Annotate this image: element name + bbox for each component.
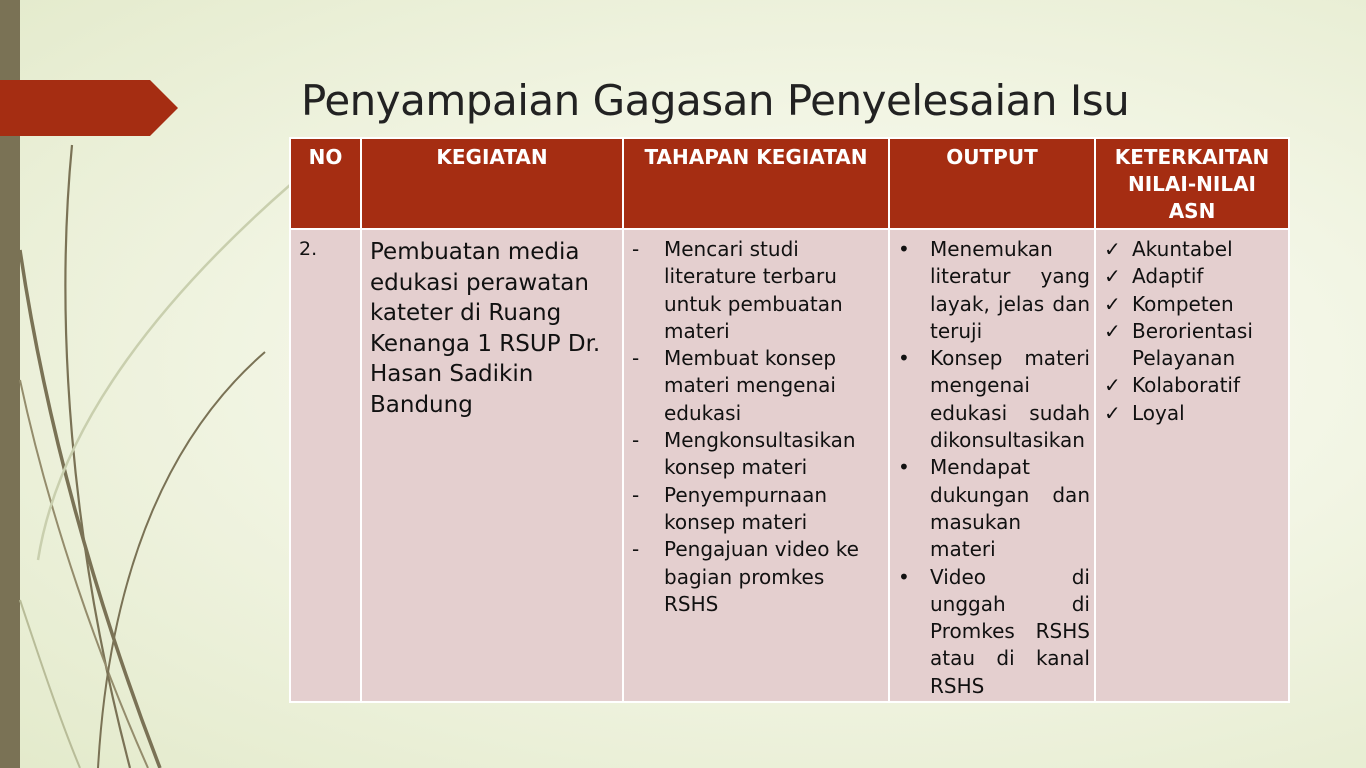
cell-no: 2.: [290, 229, 361, 702]
dash-marker: -: [632, 482, 640, 507]
output-text: Mendapat dukungan dan masukan materi: [930, 455, 1090, 562]
list-item: [1100, 236, 1284, 263]
bullet-marker: •: [898, 237, 910, 261]
step-text: Mencari studi literature terbaru untuk pembuatan materi: [664, 237, 843, 343]
slide-title: Penyampaian Gagasan Penyelesaian Isu: [301, 76, 1130, 125]
list-item: [894, 454, 1090, 563]
header-kegiatan: KEGIATAN: [361, 138, 623, 229]
value-text: Akuntabel: [1132, 237, 1233, 261]
dash-marker: -: [632, 237, 640, 261]
list-item: [628, 482, 884, 537]
dash-marker: -: [632, 346, 640, 371]
bullet-marker: •: [898, 564, 910, 589]
list-item: [1100, 263, 1284, 290]
list-item: [628, 345, 884, 427]
check-icon: ✓: [1104, 264, 1121, 289]
value-text: Berorientasi Pelayanan: [1132, 318, 1253, 371]
table-header-row: [290, 138, 1289, 229]
list-item: [894, 345, 1090, 454]
list-item: [1100, 291, 1284, 318]
check-icon: ✓: [1104, 318, 1121, 343]
step-text: Penyempurnaan konsep materi: [664, 482, 828, 534]
value-text: Kolaboratif: [1132, 373, 1241, 398]
title-arrow-shape: [0, 80, 180, 138]
list-item: [894, 564, 1090, 700]
issue-table: [289, 137, 1290, 703]
table-row: [290, 229, 1289, 702]
cell-keterkaitan-nilai: [1095, 229, 1289, 702]
step-text: Membuat konsep materi mengenai edukasi: [664, 346, 837, 425]
header-tahapan-kegiatan: TAHAPAN KEGIATAN: [623, 138, 889, 229]
step-text: Mengkonsultasikan konsep materi: [664, 428, 856, 480]
step-text: Pengajuan video ke bagian promkes RSHS: [664, 537, 859, 616]
list-item: [894, 236, 1090, 345]
value-text: Adaptif: [1132, 264, 1204, 289]
value-text: Loyal: [1132, 400, 1185, 425]
check-icon: ✓: [1104, 373, 1121, 398]
cell-tahapan-kegiatan: [623, 229, 889, 702]
list-item: [628, 236, 884, 345]
output-text: Konsep materi mengenai edukasi sudah dikonsultasikan: [930, 346, 1090, 453]
header-keterkaitan-nilai: KETERKAITAN NILAI-NILAI ASN: [1095, 138, 1289, 229]
header-no: NO: [290, 138, 361, 229]
cell-kegiatan: Pembuatan media edukasi perawatan kateter di Ruang Kenanga 1 RSUP Dr. Hasan Sadikin Bandung: [361, 229, 623, 702]
check-icon: ✓: [1104, 291, 1121, 316]
list-item: [628, 536, 884, 618]
check-icon: ✓: [1104, 237, 1121, 261]
check-icon: ✓: [1104, 400, 1121, 425]
output-text: Menemukan literatur yang layak, jelas dan teruji: [930, 237, 1090, 343]
list-item: [1100, 372, 1284, 399]
value-text: Kompeten: [1132, 291, 1234, 316]
cell-output: [889, 229, 1095, 702]
list-item: [1100, 318, 1284, 373]
dash-marker: -: [632, 537, 640, 562]
output-text: Video di unggah di Promkes RSHS atau di kanal RSHS: [930, 564, 1090, 698]
list-item: [628, 427, 884, 482]
header-output: OUTPUT: [889, 138, 1095, 229]
dash-marker: -: [632, 428, 640, 453]
list-item: [1100, 400, 1284, 427]
bullet-marker: •: [898, 455, 910, 480]
bullet-marker: •: [898, 346, 910, 371]
